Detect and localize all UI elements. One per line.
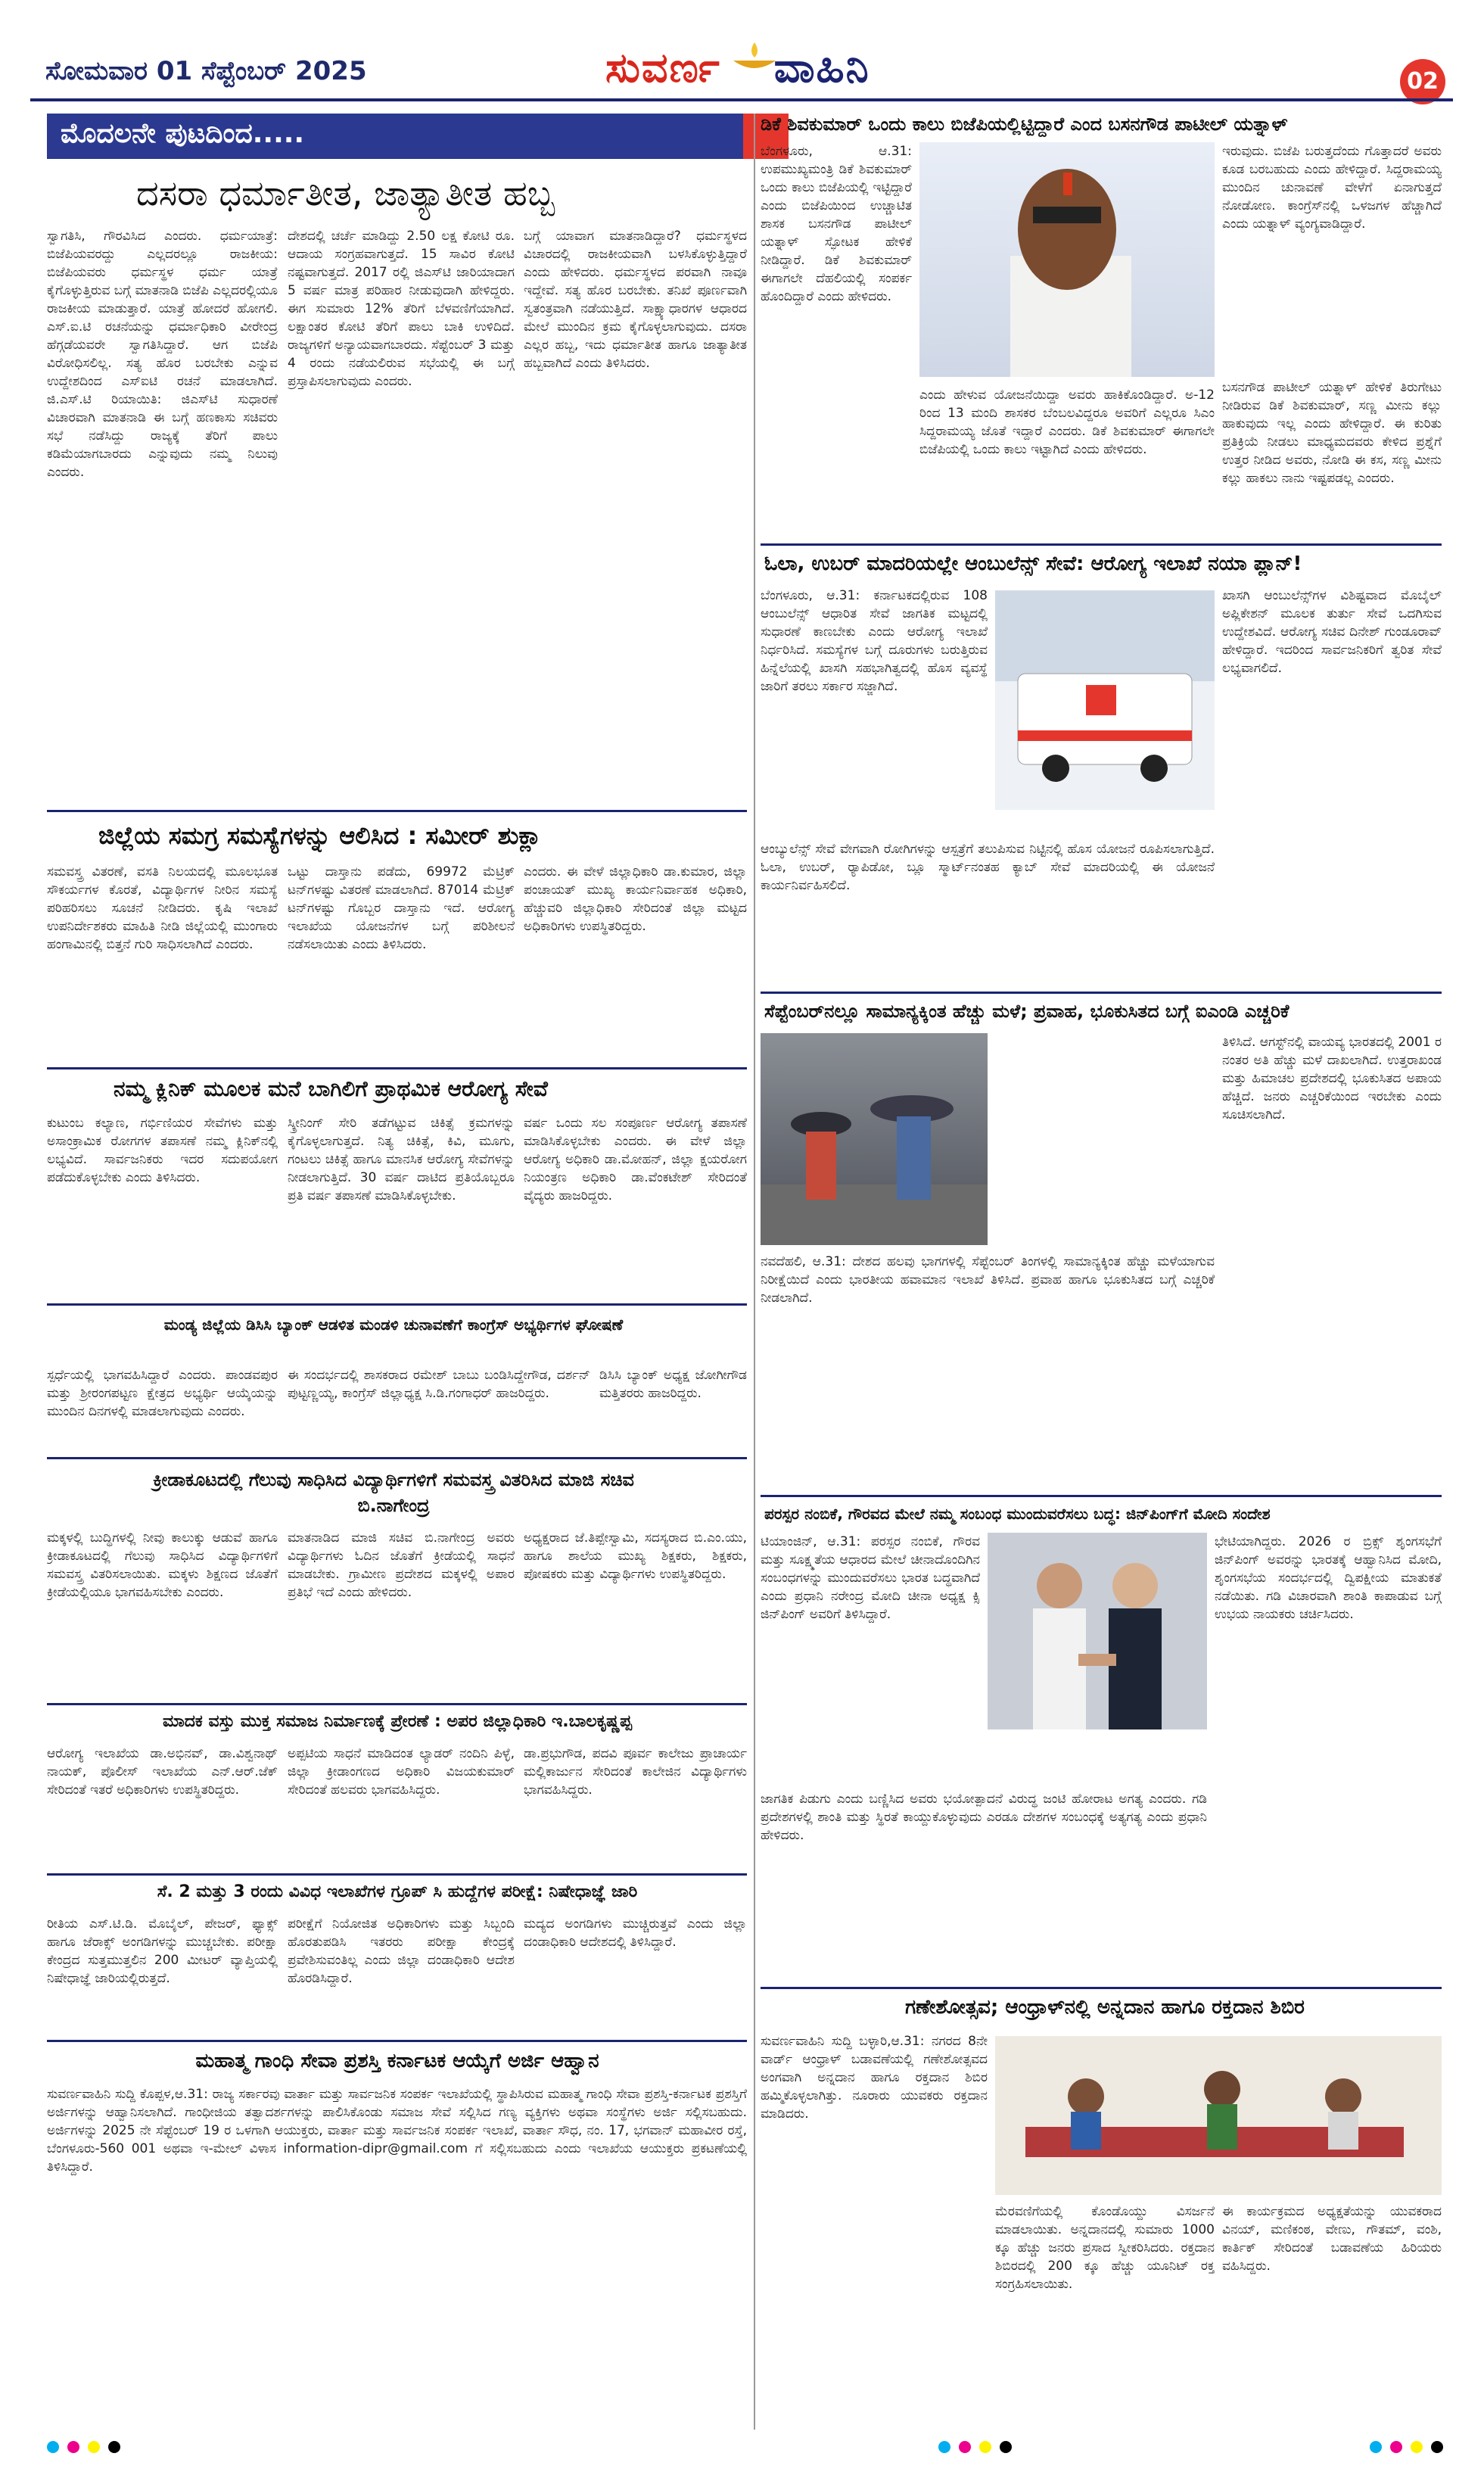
article-body-clinic-col2: ಸ್ಕ್ರೀನಿಂಗ್ ಸೇರಿ ತಡೆಗಟ್ಟುವ ಚಿಕಿತ್ಸೆ ಕ್ರಮಗಳನ್ನು ಕೈಗೊಳ್ಳಲಾಗುತ್ತದೆ. ನಿತ್ಯ ಚಿಕಿತ್ಸೆ, ಕಿವಿ, ಮೂಗು, ಗಂಟಲು ಚಿಕಿತ್ಸೆ ಹಾಗೂ ಮಾನಸಿಕ ಆರೋಗ್ಯ ಸೇವೆಗಳನ್ನು ನೀಡಲಾಗುತ್ತಿದೆ. 30 ವರ್ಷ ದಾಟಿದ ಪ್ರತಿಯೊಬ್ಬರೂ ಪ್ರತಿ ವರ್ಷ ತಪಾಸಣೆ ಮಾಡಿಸಿಕೊಳ್ಳಬೇಕು.	[288, 1116, 515, 1203]
article-body-dasara-col2: ದೇಶದಲ್ಲಿ ಚರ್ಚೆ ಮಾಡಿದ್ದು 2.50 ಲಕ್ಷ ಕೋಟಿ ರೂ. ಆದಾಯ ಸಂಗ್ರಹವಾಗುತ್ತದೆ. 15 ಸಾವಿರ ಕೋಟಿ ನಷ್ಟವಾಗುತ್ತದೆ. 2017 ರಲ್ಲಿ ಜಿಎಸ್‌ಟಿ ಜಾರಿಯಾದಾಗ 5 ವರ್ಷ ಮಾತ್ರ ಪರಿಹಾರ ನೀಡುವುದಾಗಿ ಹೇಳಿದ್ದರು. ಈಗ ಸುಮಾರು 12% ತೆರಿಗೆ ಬೆಳವಣಿಗೆಯಾಗಿದೆ. ಲಕ್ಷಾಂತರ ಕೋಟಿ ತೆರಿಗೆ ಪಾಲು ಬಾಕಿ ಉಳಿದಿದೆ. ರಾಜ್ಯಗಳಿಗೆ ಅನ್ಯಾಯವಾಗಬಾರದು. ಸೆಪ್ಟೆಂಬರ್ 3 ಮತ್ತು 4 ರಂದು ನಡೆಯಲಿರುವ ಸಭೆಯಲ್ಲಿ ಈ ಬಗ್ಗೆ ಪ್ರಸ್ತಾಪಿಸಲಾಗುವುದು ಎಂದರು.	[288, 229, 515, 389]
article-body-clinic-col3: ವರ್ಷ ಒಂದು ಸಲ ಸಂಪೂರ್ಣ ಆರೋಗ್ಯ ತಪಾಸಣೆ ಮಾಡಿಸಿಕೊಳ್ಳಬೇಕು ಎಂದರು. ಈ ವೇಳೆ ಜಿಲ್ಲಾ ಆರೋಗ್ಯ ಅಧಿಕಾರಿ ಡಾ.ಮೋಹನ್, ಜಿಲ್ಲಾ ಕ್ಷಯರೋಗ ನಿಯಂತ್ರಣ ಅಧಿಕಾರಿ ಡಾ.ವೆಂಕಟೇಶ್ ಸೇರಿದಂತೆ ವೈದ್ಯರು ಹಾಜರಿದ್ದರು.	[524, 1116, 747, 1203]
article-body-ambulance-bottom: ಆಂಬ್ಯುಲೆನ್ಸ್ ಸೇವೆ ವೇಗವಾಗಿ ರೋಗಿಗಳನ್ನು ಆಸ್ಪತ್ರೆಗೆ ತಲುಪಿಸುವ ನಿಟ್ಟಿನಲ್ಲಿ ಹೊಸ ಯೋಜನೆ ರೂಪಿಸಲಾಗುತ್ತಿದೆ. ಓಲಾ, ಉಬರ್, ರ್‍ಯಾಪಿಡೋ, ಬ್ಲೂ ಸ್ಮಾರ್ಟ್‌ನಂತಹ ಕ್ಯಾಬ್ ಸೇವೆ ಮಾದರಿಯಲ್ಲಿ ಈ ಯೋಜನೆ ಕಾರ್ಯನಿರ್ವಹಿಸಲಿದೆ.	[761, 842, 1215, 893]
divider	[47, 1067, 747, 1069]
black-dot	[1431, 2441, 1443, 2453]
yellow-dot	[88, 2441, 100, 2453]
divider	[47, 2040, 747, 2042]
divider	[761, 543, 1442, 546]
article-body-exam-col3: ಮದ್ಯದ ಅಂಗಡಿಗಳು ಮುಚ್ಚಿರುತ್ತವೆ ಎಂದು ಜಿಲ್ಲಾ ದಂಡಾಧಿಕಾರಿ ಆದೇಶದಲ್ಲಿ ತಿಳಿಸಿದ್ದಾರೆ.	[524, 1916, 747, 1950]
brand-left: ಸುವರ್ಣ	[605, 44, 721, 92]
section-band-label: ಮೊದಲನೇ ಪುಟದಿಂದ.....	[61, 118, 305, 149]
article-title-ganesh: ಗಣೇಶೋತ್ಸವ; ಆಂಧ್ರಾಳ್‌ನಲ್ಲಿ ಅನ್ನದಾನ ಹಾಗೂ ರಕ್ತದಾನ ಶಿಬಿರ	[905, 1996, 1305, 2019]
magenta-dot	[959, 2441, 971, 2453]
article-title-rain: ಸೆಪ್ಟೆಂಬರ್‌ನಲ್ಲೂ ಸಾಮಾನ್ಯಕ್ಕಿಂತ ಹೆಚ್ಚು ಮಳೆ; ಪ್ರವಾಹ, ಭೂಕುಸಿತದ ಬಗ್ಗೆ ಐಎಂಡಿ ಎಚ್ಚರಿಕೆ	[764, 1001, 1290, 1022]
print-registration-marks-right	[1370, 2441, 1448, 2456]
divider	[47, 810, 747, 812]
article-body-rain-col1: ನವದೆಹಲಿ, ಆ.31: ದೇಶದ ಹಲವು ಭಾಗಗಳಲ್ಲಿ ಸೆಪ್ಟೆಂಬರ್ ತಿಂಗಳಲ್ಲಿ ಸಾಮಾನ್ಯಕ್ಕಿಂತ ಹೆಚ್ಚು ಮಳೆಯಾಗುವ ನಿರೀಕ್ಷೆಯಿದೆ ಎಂದು ಭಾರತೀಯ ಹವಾಮಾನ ಇಲಾಖೆ ತಿಳಿಸಿದೆ. ಪ್ರವಾಹ ಹಾಗೂ ಭೂಕುಸಿತದ ಬಗ್ಗೆ ಎಚ್ಚರಿಕೆ ನೀಡಲಾಗಿದೆ.	[761, 1254, 1215, 1306]
black-dot	[1000, 2441, 1012, 2453]
article-body-ganesh-col1: ಸುವರ್ಣವಾಹಿನಿ ಸುದ್ದಿ ಬಳ್ಳಾರಿ,ಆ.31: ನಗರದ 8ನೇ ವಾರ್ಡ್ ಆಂಧ್ರಾಳ್ ಬಡಾವಣೆಯಲ್ಲಿ ಗಣೇಶೋತ್ಸವದ ಅಂಗವಾಗಿ ಅನ್ನದಾನ ಹಾಗೂ ರಕ್ತದಾನ ಶಿಬಿರ ಹಮ್ಮಿಕೊಳ್ಳಲಾಗಿತ್ತು. ನೂರಾರು ಯುವಕರು ರಕ್ತದಾನ ಮಾಡಿದರು.	[761, 2034, 988, 2122]
article-title-ambulance: ಓಲಾ, ಉಬರ್ ಮಾದರಿಯಲ್ಲೇ ಆಂಬುಲೆನ್ಸ್ ಸೇವೆ: ಆರೋಗ್ಯ ಇಲಾಖೆ ನಯಾ ಪ್ಲಾನ್!	[764, 553, 1302, 575]
article-title-modi: ಪರಸ್ಪರ ನಂಬಿಕೆ, ಗೌರವದ ಮೇಲೆ ನಮ್ಮ ಸಂಬಂಧ ಮುಂದುವರೆಸಲು ಬದ್ಧ: ಜಿನ್‌ಪಿಂಗ್‌ಗೆ ಮೋದಿ ಸಂದೇಶ	[764, 1505, 1271, 1523]
article-body-sports-col3: ಅಧ್ಯಕ್ಷರಾದ ಜೆ.ತಿಪ್ಪೇಸ್ವಾಮಿ, ಸದಸ್ಯರಾದ ಬಿ.ಎಂ.ಯು, ಹಾಗೂ ಶಾಲೆಯ ಮುಖ್ಯ ಶಿಕ್ಷಕರು, ಶಿಕ್ಷಕರು, ಪೋಷಕರು ಮತ್ತು ವಿದ್ಯಾರ್ಥಿಗಳು ಉಪಸ್ಥಿತರಿದ್ದರು.	[524, 1530, 747, 1582]
article-body-drug-col2: ಅಪ್ಪಟಿಯ ಸಾಧನೆ ಮಾಡಿದಂತ ಲ್ಯಾಡರ್ ನಂದಿನಿ ಪಿಳ್ಳೆ, ಜಿಲ್ಲಾ ಕ್ರೀಡಾಂಗಣದ ಅಧಿಕಾರಿ ವಿಜಯಕುಮಾರ್ ಸೇರಿದಂತೆ ಹಲವರು ಭಾಗವಹಿಸಿದ್ದರು.	[288, 1746, 515, 1798]
article-body-sports-col2: ಮಾತನಾಡಿದ ಮಾಜಿ ಸಚಿವ ಬಿ.ನಾಗೇಂದ್ರ ಅವರು ವಿದ್ಯಾರ್ಥಿಗಳು ಓದಿನ ಜೊತೆಗೆ ಕ್ರೀಡೆಯಲ್ಲಿ ಸಾಧನೆ ಮಾಡಬೇಕು. ಗ್ರಾಮೀಣ ಪ್ರದೇಶದ ಮಕ್ಕಳಲ್ಲಿ ಅಪಾರ ಪ್ರತಿಭೆ ಇದೆ ಎಂದು ಹೇಳಿದರು.	[288, 1530, 515, 1600]
masthead	[30, 14, 1453, 97]
yellow-dot	[1411, 2441, 1423, 2453]
article-body-dcc-col2: ಈ ಸಂದರ್ಭದಲ್ಲಿ ಶಾಸಕರಾದ ರಮೇಶ್ ಬಾಬು ಬಂಡಿಸಿದ್ದೇಗೌಡ, ದರ್ಶನ್ ಪುಟ್ಟಣ್ಣಯ್ಯ, ಕಾಂಗ್ರೆಸ್ ಜಿಲ್ಲಾಧ್ಯಕ್ಷ ಸಿ.ಡಿ.ಗಂಗಾಧರ್ ಹಾಜರಿದ್ದರು.	[288, 1368, 590, 1401]
leaders-handshake-photo	[988, 1533, 1207, 1729]
article-body-dasara-col3: ಬಗ್ಗೆ ಯಾವಾಗ ಮಾತನಾಡಿದ್ದಾರೆ? ಧರ್ಮಸ್ಥಳದ ವಿಚಾರದಲ್ಲಿ ರಾಜಕೀಯವಾಗಿ ಬಳಸಿಕೊಳ್ಳುತ್ತಿದ್ದಾರೆ ಎಂದು ಹೇಳಿದರು. ಧರ್ಮಸ್ಥಳದ ಪರವಾಗಿ ನಾವೂ ಇದ್ದೇವೆ. ಸತ್ಯ ಹೊರ ಬರಬೇಕು. ತನಿಖೆ ಪೂರ್ಣವಾಗಿ ಸ್ವತಂತ್ರವಾಗಿ ನಡೆಯುತ್ತಿದೆ. ಸಾಕ್ಷ್ಯಾಧಾರಗಳ ಆಧಾರದ ಮೇಲೆ ಮುಂದಿನ ಕ್ರಮ ಕೈಗೊಳ್ಳಲಾಗುವುದು. ದಸರಾ ಎಲ್ಲರ ಹಬ್ಬ, ಇದು ಧರ್ಮಾತೀತ ಹಾಗೂ ಜಾತ್ಯಾತೀತ ಹಬ್ಬವಾಗಿದೆ ಎಂದು ತಿಳಿಸಿದರು.	[524, 229, 747, 371]
rain-photo	[761, 1033, 988, 1245]
article-body-samagra-col1: ಸಮವಸ್ತ್ರ ವಿತರಣೆ, ವಸತಿ ನಿಲಯದಲ್ಲಿ ಮೂಲಭೂತ ಸೌಕರ್ಯಗಳ ಕೊರತೆ, ವಿದ್ಯಾರ್ಥಿಗಳ ನೀರಿನ ಸಮಸ್ಯೆ ಪರಿಹರಿಸಲು ಸೂಚನೆ ನೀಡಿದರು. ಕೃಷಿ ಇಲಾಖೆ ಉಪನಿರ್ದೇಶಕರು ಮಾಹಿತಿ ನೀಡಿ ಜಿಲ್ಲೆಯಲ್ಲಿ ಮುಂಗಾರು ಹಂಗಾಮಿನಲ್ಲಿ ಬಿತ್ತನೆ ಗುರಿ ಸಾಧಿಸಲಾಗಿದೆ ಎಂದರು.	[47, 864, 278, 952]
article-body-ambulance-col2: ಖಾಸಗಿ ಆಂಬುಲೆನ್ಸ್‌ಗಳ ವಿಶಿಷ್ಟವಾದ ಮೊಬೈಲ್ ಅಪ್ಲಿಕೇಶನ್ ಮೂಲಕ ತುರ್ತು ಸೇವೆ ಒದಗಿಸುವ ಉದ್ದೇಶವಿದೆ. ಆರೋಗ್ಯ ಸಚಿವ ದಿನೇಶ್ ಗುಂಡೂರಾವ್ ಹೇಳಿದ್ದಾರೆ. ಇದರಿಂದ ಸಾರ್ವಜನಿಕರಿಗೆ ತ್ವರಿತ ಸೇವೆ ಲಭ್ಯವಾಗಲಿದೆ.	[1222, 588, 1442, 676]
yellow-dot	[979, 2441, 991, 2453]
issue-date: ಸೋಮವಾರ 01 ಸೆಪ್ಟೆಂಬರ್ 2025	[45, 56, 367, 86]
divider	[47, 1703, 747, 1705]
diya-lamp-icon	[730, 41, 779, 76]
divider	[761, 1495, 1442, 1497]
article-body-drug-col1: ಆರೋಗ್ಯ ಇಲಾಖೆಯ ಡಾ.ಅಭಿನವ್, ಡಾ.ವಿಶ್ವನಾಥ್ ನಾಯಕ್, ಪೊಲೀಸ್ ಇಲಾಖೆಯ ಎನ್.ಆರ್.ಜೆಕ್ ಸೇರಿದಂತೆ ಇತರೆ ಅಧಿಕಾರಿಗಳು ಉಪಸ್ಥಿತರಿದ್ದರು.	[47, 1746, 278, 1798]
article-body-clinic-col1: ಕುಟುಂಬ ಕಲ್ಯಾಣ, ಗರ್ಭಿಣಿಯರ ಸೇವೆಗಳು ಮತ್ತು ಅಸಾಂಕ್ರಾಮಿಕ ರೋಗಗಳ ತಪಾಸಣೆ ನಮ್ಮ ಕ್ಲಿನಿಕ್‌ನಲ್ಲಿ ಲಭ್ಯವಿದೆ. ಸಾರ್ವಜನಿಕರು ಇದರ ಸದುಪಯೋಗ ಪಡೆದುಕೊಳ್ಳಬೇಕು ಎಂದು ತಿಳಿಸಿದರು.	[47, 1116, 278, 1185]
article-body-dcc-col1: ಸ್ಪರ್ಧೆಯಲ್ಲಿ ಭಾಗವಹಿಸಿದ್ದಾರೆ ಎಂದರು. ಪಾಂಡವಪುರ ಮತ್ತು ಶ್ರೀರಂಗಪಟ್ಟಣ ಕ್ಷೇತ್ರದ ಅಭ್ಯರ್ಥಿ ಆಯ್ಕೆಯನ್ನು ಮುಂದಿನ ದಿನಗಳಲ್ಲಿ ಮಾಡಲಾಗುವುದು ಎಂದರು.	[47, 1368, 278, 1419]
divider	[761, 1987, 1442, 1989]
print-registration-marks-left	[47, 2441, 125, 2456]
article-body-dasara-col1: ಸ್ವಾಗತಿಸಿ, ಗೌರವಿಸಿದ ಎಂದರು. ಧರ್ಮಯಾತ್ರೆ: ಬಿಜೆಪಿಯವರದ್ದು ಎಲ್ಲದರಲ್ಲೂ ರಾಜಕೀಯ: ಬಿಜೆಪಿಯವರು ಧರ್ಮಸ್ಥಳ ಧರ್ಮ ಯಾತ್ರೆ ಕೈಗೊಳ್ಳುತ್ತಿರುವ ಬಗ್ಗೆ ಮಾತನಾಡಿ ಬಿಜೆಪಿ ಎಲ್ಲದರಲ್ಲಿಯೂ ರಾಜಕೀಯ ಮಾಡುತ್ತಾರೆ. ಯಾತ್ರೆ ಹೋದರೆ ಹೋಗಲಿ. ಎಸ್.ಐ.ಟಿ ರಚನೆಯನ್ನು ಧರ್ಮಾಧಿಕಾರಿ ವೀರೇಂದ್ರ ಹೆಗ್ಗಡೆಯವರೇ ಸ್ವಾಗತಿಸಿದ್ದಾರೆ. ಆಗ ಬಿಜೆಪಿ ವಿರೋಧಿಸಲಿಲ್ಲ. ಸತ್ಯ ಹೊರ ಬರಬೇಕು ಎನ್ನುವ ಉದ್ದೇಶದಿಂದ ಎಸ್ಐಟಿ ರಚನೆ ಮಾಡಲಾಗಿದೆ. ಜಿ.ಎಸ್.ಟಿ ರಿಯಾಯಿತಿ: ಜಿಎಸ್‌ಟಿ ಸುಧಾರಣೆ ವಿಚಾರವಾಗಿ ಮಾತನಾಡಿ ಈ ಬಗ್ಗೆ ಹಣಕಾಸು ಸಚಿವರು ಸಭೆ ನಡೆಸಿದ್ದು ರಾಜ್ಯಕ್ಕೆ ತೆರಿಗೆ ಪಾಲು ಕಡಿಮೆಯಾಗಬಾರದು ಎನ್ನುವುದು ನಮ್ಮ ನಿಲುವು ಎಂದರು.	[47, 229, 278, 480]
article-body-modi-col1: ಟಿಯಾಂಜಿನ್, ಆ.31: ಪರಸ್ಪರ ನಂಬಿಕೆ, ಗೌರವ ಮತ್ತು ಸೂಕ್ಷ್ಮತೆಯ ಆಧಾರದ ಮೇಲೆ ಚೀನಾದೊಂದಿಗಿನ ಸಂಬಂಧಗಳನ್ನು ಮುಂದುವರೆಸಲು ಭಾರತ ಬದ್ಧವಾಗಿದೆ ಎಂದು ಪ್ರಧಾನಿ ನರೇಂದ್ರ ಮೋದಿ ಚೀನಾ ಅಧ್ಯಕ್ಷ ಕ್ಸಿ ಜಿನ್‌ಪಿಂಗ್ ಅವರಿಗೆ ತಿಳಿಸಿದ್ದಾರೆ.	[761, 1534, 980, 1622]
print-registration-marks-center	[938, 2441, 1016, 2456]
article-title-samagra: ಜಿಲ್ಲೆಯ ಸಮಗ್ರ ಸಮಸ್ಯೆಗಳನ್ನು ಆಲಿಸಿದ : ಸಮೀರ್ ಶುಕ್ಲಾ	[98, 821, 541, 850]
article-body-gandhi: ಸುವರ್ಣವಾಹಿನಿ ಸುದ್ದಿ ಕೊಪ್ಪಳ,ಆ.31: ರಾಜ್ಯ ಸರ್ಕಾರವು ವಾರ್ತಾ ಮತ್ತು ಸಾರ್ವಜನಿಕ ಸಂಪರ್ಕ ಇಲಾಖೆಯಲ್ಲಿ ಸ್ಥಾಪಿಸಿರುವ ಮಹಾತ್ಮ ಗಾಂಧಿ ಸೇವಾ ಪ್ರಶಸ್ತಿ-ಕರ್ನಾಟಕ ಪ್ರಶಸ್ತಿಗೆ ಅರ್ಜಿಗಳನ್ನು ಆಹ್ವಾನಿಸಲಾಗಿದೆ. ಗಾಂಧೀಜಿಯ ತತ್ವಾದರ್ಶಗಳನ್ನು ಪಾಲಿಸಿಕೊಂಡು ಸಮಾಜ ಸೇವೆ ಸಲ್ಲಿಸಿದ ಗಣ್ಯ ವ್ಯಕ್ತಿಗಳು ಅಥವಾ ಸಂಸ್ಥೆಗಳು ಅರ್ಜಿ ಸಲ್ಲಿಸಬಹುದು. ಅರ್ಜಿಗಳನ್ನು 2025 ನೇ ಸೆಪ್ಟೆಂಬರ್ 19 ರ ಒಳಗಾಗಿ ಆಯುಕ್ತರು, ವಾರ್ತಾ ಮತ್ತು ಸಾರ್ವಜನಿಕ ಸಂಪರ್ಕ ಇಲಾಖೆ, ವಾರ್ತಾ ಸೌಧ, ನಂ. 17, ಭಗವಾನ್ ಮಹಾವೀರ ರಸ್ತೆ, ಬೆಂಗಳೂರು-560 001 ಅಥವಾ ಇ-ಮೇಲ್ ವಿಳಾಸ information-dipr@gmail.com ಗೆ ಸಲ್ಲಿಸಬಹುದು ಎಂದು ಇಲಾಖೆಯ ಆಯುಕ್ತರು ಪ್ರಕಟಣೆಯಲ್ಲಿ ತಿಳಿಸಿದ್ದಾರೆ.	[47, 2087, 747, 2175]
article-body-modi-bottom: ಜಾಗತಿಕ ಪಿಡುಗು ಎಂದು ಬಣ್ಣಿಸಿದ ಅವರು ಭಯೋತ್ಪಾದನೆ ವಿರುದ್ಧ ಜಂಟಿ ಹೋರಾಟ ಅಗತ್ಯ ಎಂದರು. ಗಡಿ ಪ್ರದೇಶಗಳಲ್ಲಿ ಶಾಂತಿ ಮತ್ತು ಸ್ಥಿರತೆ ಕಾಯ್ದುಕೊಳ್ಳುವುದು ಎರಡೂ ದೇಶಗಳ ಸಂಬಂಧಕ್ಕೆ ಅತ್ಯಗತ್ಯ ಎಂದು ಪ್ರಧಾನಿ ಹೇಳಿದರು.	[761, 1792, 1207, 1843]
cyan-dot	[1370, 2441, 1382, 2453]
article-title-drug: ಮಾದಕ ವಸ್ತು ಮುಕ್ತ ಸಮಾಜ ನಿರ್ಮಾಣಕ್ಕೆ ಪ್ರೇರಣೆ : ಅಪರ ಜಿಲ್ಲಾಧಿಕಾರಿ ಇ.ಬಾಲಕೃಷ್ಣಪ್ಪ	[163, 1712, 632, 1731]
article-body-modi-col2: ಭೇಟಿಯಾಗಿದ್ದರು. 2026 ರ ಬ್ರಿಕ್ಸ್ ಶೃಂಗಸಭೆಗೆ ಜಿನ್‌ಪಿಂಗ್ ಅವರನ್ನು ಭಾರತಕ್ಕೆ ಆಹ್ವಾನಿಸಿದ ಮೋದಿ, ಶೃಂಗಸಭೆಯ ಸಂದರ್ಭದಲ್ಲಿ ದ್ವಿಪಕ್ಷೀಯ ಮಾತುಕತೆ ನಡೆಯಿತು. ಗಡಿ ವಿಚಾರವಾಗಿ ಶಾಂತಿ ಕಾಪಾಡುವ ಬಗ್ಗೆ ಉಭಯ ನಾಯಕರು ಚರ್ಚಿಸಿದರು.	[1215, 1534, 1442, 1622]
divider	[47, 1303, 747, 1306]
article-body-ganesh-col2: ಮೆರವಣಿಗೆಯಲ್ಲಿ ಕೊಂಡೊಯ್ದು ವಿಸರ್ಜನೆ ಮಾಡಲಾಯಿತು. ಅನ್ನದಾನದಲ್ಲಿ ಸುಮಾರು 1000 ಕ್ಕೂ ಹೆಚ್ಚು ಜನರು ಪ್ರಸಾದ ಸ್ವೀಕರಿಸಿದರು. ರಕ್ತದಾನ ಶಿಬಿರದಲ್ಲಿ 200 ಕ್ಕೂ ಹೆಚ್ಚು ಯೂನಿಟ್ ರಕ್ತ ಸಂಗ್ರಹಿಸಲಾಯಿತು.	[995, 2204, 1215, 2292]
article-body-dcc-col3: ಡಿಸಿಸಿ ಬ್ಯಾಂಕ್ ಅಧ್ಯಕ್ಷ ಜೋಗೀಗೌಡ ಮತ್ತಿತರರು ಹಾಜರಿದ್ದರು.	[599, 1368, 747, 1401]
brand-right: ವಾಹಿನಿ	[773, 44, 870, 92]
magenta-dot	[1390, 2441, 1402, 2453]
divider	[47, 1457, 747, 1459]
black-dot	[108, 2441, 120, 2453]
blood-donation-photo	[995, 2036, 1442, 2195]
article-body-rain-col2: ತಿಳಿಸಿದೆ. ಆಗಸ್ಟ್‌ನಲ್ಲಿ ವಾಯವ್ಯ ಭಾರತದಲ್ಲಿ 2001 ರ ನಂತರ ಅತಿ ಹೆಚ್ಚು ಮಳೆ ದಾಖಲಾಗಿದೆ. ಉತ್ತರಾಖಂಡ ಮತ್ತು ಹಿಮಾಚಲ ಪ್ರದೇಶದಲ್ಲಿ ಭೂಕುಸಿತದ ಅಪಾಯ ಹೆಚ್ಚಿದೆ. ಜನರು ಎಚ್ಚರಿಕೆಯಿಂದ ಇರಬೇಕು ಎಂದು ಸೂಚಿಸಲಾಗಿದೆ.	[1222, 1035, 1442, 1122]
article-body-drug-col3: ಡಾ.ಪ್ರಭುಗೌಡ, ಪದವಿ ಪೂರ್ವ ಕಾಲೇಜು ಪ್ರಾಚಾರ್ಯ ಮಲ್ಲಿಕಾರ್ಜುನ ಸೇರಿದಂತೆ ಕಾಲೇಜಿನ ವಿದ್ಯಾರ್ಥಿಗಳು ಭಾಗವಹಿಸಿದ್ದರು.	[524, 1746, 747, 1798]
article-body-samagra-col2: ಒಟ್ಟು ದಾಸ್ತಾನು ಪಡೆದು, 69972 ಮೆಟ್ರಿಕ್ ಟನ್‌ಗಳಷ್ಟು ವಿತರಣೆ ಮಾಡಲಾಗಿದೆ. 87014 ಮೆಟ್ರಿಕ್ ಟನ್‌ಗಳಷ್ಟು ಗೊಬ್ಬರ ದಾಸ್ತಾನು ಇದೆ. ಆರೋಗ್ಯ ಇಲಾಖೆಯ ಯೋಜನೆಗಳ ಬಗ್ಗೆ ಪರಿಶೀಲನೆ ನಡೆಸಲಾಯಿತು ಎಂದು ತಿಳಿಸಿದರು.	[288, 864, 515, 952]
article-body-ganesh-col3: ಈ ಕಾರ್ಯಕ್ರಮದ ಅಧ್ಯಕ್ಷತೆಯನ್ನು ಯುವಕರಾದ ವಿನಯ್, ಮಣಿಕಂಠ, ವೇಣು, ಗೌತಮ್, ವಂಶಿ, ಕಾರ್ತಿಕ್ ಸೇರಿದಂತೆ ಬಡಾವಣೆಯ ಹಿರಿಯರು ವಹಿಸಿದ್ದರು.	[1222, 2204, 1442, 2274]
page-number: 02	[1400, 59, 1445, 104]
magenta-dot	[67, 2441, 79, 2453]
article-title-dasara: ದಸರಾ ಧರ್ಮಾತೀತ, ಜಾತ್ಯಾತೀತ ಹಬ್ಬ	[136, 173, 555, 213]
article-body-shivakumar-col2: ಇರುವುದು. ಬಿಜೆಪಿ ಬರುತ್ತದೆಂದು ಗೊತ್ತಾದರೆ ಅವರು ಕೂಡ ಬರಬಹುದು ಎಂದು ಹೇಳಿದ್ದಾರೆ. ಸಿದ್ದರಾಮಯ್ಯ ಮುಂದಿನ ಚುನಾವಣೆ ವೇಳೆಗೆ ಏನಾಗುತ್ತದೆ ನೋಡೋಣ. ಕಾಂಗ್ರೆಸ್‌ನಲ್ಲಿ ಒಳಜಗಳ ಹೆಚ್ಚಾಗಿದೆ ಎಂದು ಯತ್ನಾಳ್ ವ್ಯಂಗ್ಯವಾಡಿದ್ದಾರೆ.	[1222, 144, 1442, 232]
article-body-samagra-col3: ಎಂದರು. ಈ ವೇಳೆ ಜಿಲ್ಲಾಧಿಕಾರಿ ಡಾ.ಕುಮಾರ, ಜಿಲ್ಲಾ ಪಂಚಾಯತ್ ಮುಖ್ಯ ಕಾರ್ಯನಿರ್ವಾಹಕ ಅಧಿಕಾರಿ, ಹೆಚ್ಚುವರಿ ಜಿಲ್ಲಾಧಿಕಾರಿ ಸೇರಿದಂತೆ ಜಿಲ್ಲಾ ಮಟ್ಟದ ಅಧಿಕಾರಿಗಳು ಉಪಸ್ಥಿತರಿದ್ದರು.	[524, 864, 747, 934]
article-title-clinic: ನಮ್ಮ ಕ್ಲಿನಿಕ್ ಮೂಲಕ ಮನೆ ಬಾಗಿಲಿಗೆ ಪ್ರಾಥಮಿಕ ಆರೋಗ್ಯ ಸೇವೆ	[114, 1076, 548, 1101]
politician-photo	[919, 142, 1215, 377]
article-body-exam-col1: ರೀತಿಯ ಎಸ್.ಟಿ.ಡಿ. ಮೊಬೈಲ್, ಪೇಜರ್, ಫ್ಯಾಕ್ಸ್ ಹಾಗೂ ಜೆರಾಕ್ಸ್ ಅಂಗಡಿಗಳನ್ನು ಮುಚ್ಚಬೇಕು. ಪರೀಕ್ಷಾ ಕೇಂದ್ರದ ಸುತ್ತಮುತ್ತಲಿನ 200 ಮೀಟರ್ ವ್ಯಾಪ್ತಿಯಲ್ಲಿ ನಿಷೇಧಾಜ್ಞೆ ಜಾರಿಯಲ್ಲಿರುತ್ತದೆ.	[47, 1916, 278, 1986]
cyan-dot	[47, 2441, 59, 2453]
article-title-gandhi: ಮಹಾತ್ಮ ಗಾಂಧಿ ಸೇವಾ ಪ್ರಶಸ್ತಿ ಕರ್ನಾಟಕ ಆಯ್ಕೆಗೆ ಅರ್ಜಿ ಆಹ್ವಾನ	[195, 2050, 599, 2072]
article-body-shivakumar-col4: ಬಸನಗೌಡ ಪಾಟೀಲ್ ಯತ್ನಾಳ್ ಹೇಳಿಕೆ ತಿರುಗೇಟು ನೀಡಿರುವ ಡಿಕೆ ಶಿವಕುಮಾರ್, ಸಣ್ಣ ಮೀನು ಕಲ್ಲು ಹಾಕುವುದು ಇಲ್ಲ ಎಂದು ಹೇಳಿದ್ದಾರೆ. ಈ ಕುರಿತು ಪ್ರತಿಕ್ರಿಯೆ ನೀಡಲು ಮಾಧ್ಯಮದವರು ಕೇಳಿದ ಪ್ರಶ್ನೆಗೆ ಉತ್ತರ ನೀಡಿದ ಅವರು, ನೋಡಿ ಈ ಕಸ, ಸಣ್ಣ ಮೀನು ಕಲ್ಲು ಹಾಕಲು ನಾನು ಇಷ್ಟಪಡಲ್ಲ ಎಂದರು.	[1222, 380, 1442, 486]
article-body-exam-col2: ಪರೀಕ್ಷೆಗೆ ನಿಯೋಜಿತ ಅಧಿಕಾರಿಗಳು ಮತ್ತು ಸಿಬ್ಬಂದಿ ಹೊರತುಪಡಿಸಿ ಇತರರು ಪರೀಕ್ಷಾ ಕೇಂದ್ರಕ್ಕೆ ಪ್ರವೇಶಿಸುವಂತಿಲ್ಲ ಎಂದು ಜಿಲ್ಲಾ ದಂಡಾಧಿಕಾರಿ ಆದೇಶ ಹೊರಡಿಸಿದ್ದಾರೆ.	[288, 1916, 515, 1986]
section-band	[47, 114, 743, 159]
article-body-shivakumar-col3: ಎಂದು ಹೇಳುವ ಯೋಜನೆಯಿದ್ದಾ ಅವರು ಹಾಕಿಕೊಂಡಿದ್ದಾರೆ. ಅ-12 ರಿಂದ 13 ಮಂದಿ ಶಾಸಕರ ಬೆಂಬಲವಿದ್ದರೂ ಅವರಿಗೆ ಎಲ್ಲರೂ ಸಿಎಂ ಸಿದ್ದರಾಮಯ್ಯ ಜೊತೆ ಇದ್ದಾರೆ ಎಂದರು. ಡಿಕೆ ಶಿವಕುಮಾರ್ ಈಗಾಗಲೇ ಬಿಜೆಪಿಯಲ್ಲಿ ಒಂದು ಕಾಲು ಇಟ್ಟಾಗಿದೆ ಎಂದು ಹೇಳಿದರು.	[919, 388, 1215, 457]
article-body-ambulance-col1: ಬೆಂಗಳೂರು, ಆ.31: ಕರ್ನಾಟಕದಲ್ಲಿರುವ 108 ಆಂಬುಲೆನ್ಸ್ ಆಧಾರಿತ ಸೇವೆ ಜಾಗತಿಕ ಮಟ್ಟದಲ್ಲಿ ಸುಧಾರಣೆ ಕಾಣಬೇಕು ಎಂದು ಆರೋಗ್ಯ ಇಲಾಖೆ ನಿರ್ಧರಿಸಿದೆ. ಸಮಸ್ಯೆಗಳ ಬಗ್ಗೆ ದೂರುಗಳು ಬರುತ್ತಿರುವ ಹಿನ್ನೆಲೆಯಲ್ಲಿ ಖಾಸಗಿ ಸಹಭಾಗಿತ್ವದಲ್ಲಿ ಹೊಸ ವ್ಯವಸ್ಥೆ ಜಾರಿಗೆ ತರಲು ಸರ್ಕಾರ ಸಜ್ಜಾಗಿದೆ.	[761, 588, 988, 694]
article-body-shivakumar-col1: ಬೆಂಗಳೂರು, ಆ.31: ಉಪಮುಖ್ಯಮಂತ್ರಿ ಡಿಕೆ ಶಿವಕುಮಾರ್ ಒಂದು ಕಾಲು ಬಿಜೆಪಿಯಲ್ಲಿ ಇಟ್ಟಿದ್ದಾರೆ ಎಂದು ಬಿಜೆಪಿಯಿಂದ ಉಚ್ಚಾಟಿತ ಶಾಸಕ ಬಸನಗೌಡ ಪಾಟೀಲ್ ಯತ್ನಾಳ್ ಸ್ಫೋಟಕ ಹೇಳಿಕೆ ನೀಡಿದ್ದಾರೆ. ಡಿಕೆ ಶಿವಕುಮಾರ್ ಈಗಾಗಲೇ ದೆಹಲಿಯಲ್ಲಿ ಸಂಪರ್ಕ ಹೊಂದಿದ್ದಾರೆ ಎಂದು ಹೇಳಿದರು.	[761, 144, 912, 304]
article-title-shivakumar: ಡಿಕೆ ಶಿವಕುಮಾರ್ ಒಂದು ಕಾಲು ಬಿಜೆಪಿಯಲ್ಲಿಟ್ಟಿದ್ದಾರೆ ಎಂದ ಬಸನಗೌಡ ಪಾಟೀಲ್ ಯತ್ನಾಳ್	[761, 114, 1288, 135]
cyan-dot	[938, 2441, 950, 2453]
divider	[761, 992, 1442, 994]
column-separator	[754, 114, 755, 2430]
article-title-exam: ಸೆ. 2 ಮತ್ತು 3 ರಂದು ವಿವಿಧ ಇಲಾಖೆಗಳ ಗ್ರೂಪ್ ಸಿ ಹುದ್ದೆಗಳ ಪರೀಕ್ಷೆ: ನಿಷೇಧಾಜ್ಞೆ ಜಾರಿ	[157, 1882, 638, 1901]
ambulance-photo	[995, 590, 1215, 810]
divider	[47, 1873, 747, 1876]
masthead-rule	[30, 98, 1453, 101]
article-body-sports-col1: ಮಕ್ಕಳಲ್ಲಿ ಬುದ್ಧಿಗಳಲ್ಲಿ ನೀವು ಕಾಲುಕ್ಕು ಆಡುವೆ ಹಾಗೂ ಕ್ರೀಡಾಕೂಟದಲ್ಲಿ ಗೆಲುವು ಸಾಧಿಸಿದ ವಿದ್ಯಾರ್ಥಿಗಳಿಗೆ ಸಮವಸ್ತ್ರ ವಿತರಿಸಲಾಯಿತು. ಮಕ್ಕಳು ಶಿಕ್ಷಣದ ಜೊತೆಗೆ ಕ್ರೀಡೆಯಲ್ಲಿಯೂ ಭಾಗವಹಿಸಬೇಕು ಎಂದರು.	[47, 1530, 278, 1600]
article-title-dcc: ಮಂಡ್ಯ ಜಿಲ್ಲೆಯ ಡಿಸಿಸಿ ಬ್ಯಾಂಕ್ ಆಡಳಿತ ಮಂಡಳಿ ಚುನಾವಣೆಗೆ ಕಾಂಗ್ರೆಸ್ ಅಭ್ಯರ್ಥಿಗಳ ಘೋಷಣೆ	[163, 1315, 624, 1334]
article-title-sports: ಕ್ರೀಡಾಕೂಟದಲ್ಲಿ ಗೆಲುವು ಸಾಧಿಸಿದ ವಿದ್ಯಾರ್ಥಿಗಳಿಗೆ ಸಮವಸ್ತ್ರ ವಿತರಿಸಿದ ಮಾಜಿ ಸಚಿವ ಬಿ.ನಾಗೇಂದ್ರ	[153, 1469, 634, 1516]
